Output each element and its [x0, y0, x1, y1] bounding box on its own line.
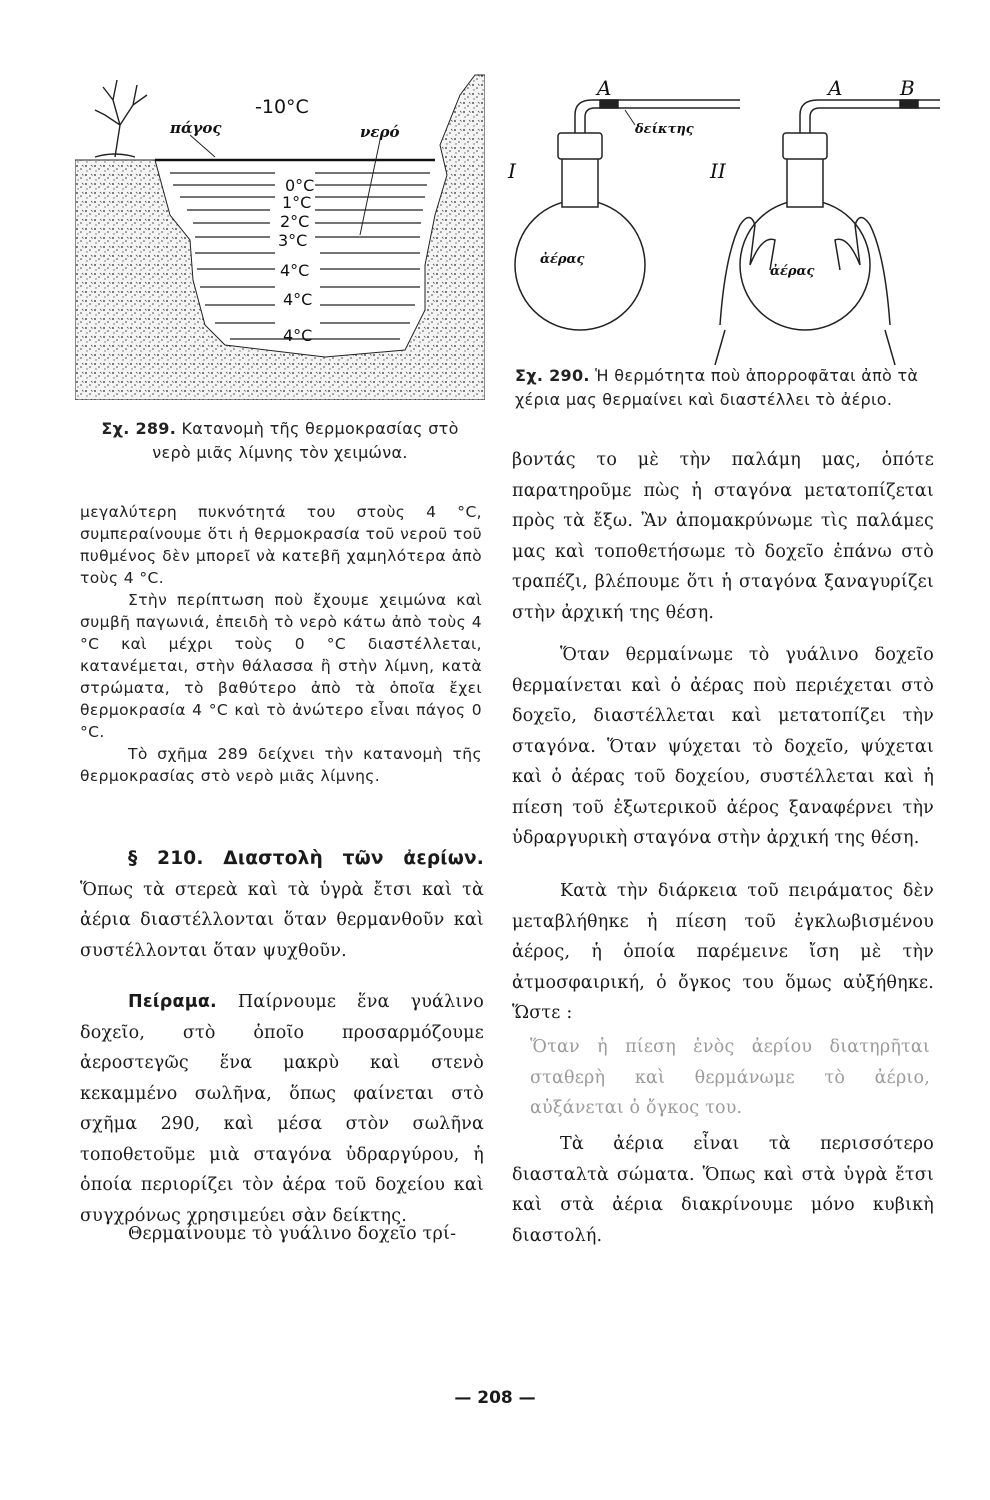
flask-1-stopper	[558, 133, 602, 159]
right-paragraph-1	[512, 445, 934, 628]
flask-2-tube	[800, 100, 940, 133]
roman-1-label: I	[508, 159, 516, 183]
page-number: — 208 —	[454, 1388, 536, 1408]
flask-2-stopper	[783, 133, 827, 159]
air-temp-label: -10°C	[255, 96, 309, 118]
temp-4c-label-2: 4°C	[283, 290, 313, 309]
gas-law-rule	[530, 1032, 930, 1124]
right-paragraph-3	[512, 876, 934, 1029]
point-a-label-2: A	[828, 76, 843, 100]
point-b-label: B	[900, 76, 915, 100]
right-text-1: βοντάς το μὲ τὴν παλάμη μας, ὁπότε παρατηροῦμε πὼς ἡ σταγόνα μετατοπίζεται πρὸς τὰ ἔξω. Ἂν ἀπομακρύνωμε τὶς παλάμες μας καὶ τοποθετήσωμε τὸ δοχεῖο ἐπάνω στὸ τραπέζι, βλέπουμε ὅτι ἡ σταγόνα ξαναγυρίζει στὴν ἀρχική της θέση.	[512, 450, 934, 623]
temp-0c-label: 0°C	[285, 176, 315, 195]
temp-2c-label: 2°C	[280, 212, 310, 231]
section-210-text: Ὅπως τὰ στερεὰ καὶ τὰ ὑγρὰ ἔτσι καὶ τὰ ἀέρια διαστέλλονται ὅταν θερμανθοῦν καὶ συστέλλονται ὅταν ψυχθοῦν.	[80, 879, 484, 961]
right-paragraph-2	[512, 640, 934, 854]
indicator-label: δείκτης	[635, 122, 694, 137]
figure-289-caption-text: Κατανομὴ τῆς θερμοκρασίας στὸ νερὸ μιᾶς λίμνης τὸν χειμώνα.	[152, 419, 459, 462]
ice-label: πάγος	[170, 119, 222, 137]
left-small-paragraph-1: μεγαλύτερη πυκνότητά του στοὺς 4 °C, συμπεραίνουμε ὅτι ἡ θερμοκρασία τοῦ νεροῦ τοῦ πυθμένος δὲν μπορεῖ νὰ κατεβῆ χαμηλότερα ἀπὸ τοὺς 4 °C.	[80, 503, 482, 587]
gas-law-rule-text: Ὅταν ἡ πίεση ἑνὸς ἀερίου διατηρῆται σταθερὴ καὶ θερμάνωμε τὸ ἀέριο, αὐξάνεται ὁ ὄγκος του.	[530, 1037, 930, 1118]
figure-290-number: Σχ. 290.	[515, 366, 590, 385]
figure-290-flask-diagram	[500, 75, 940, 365]
indicator-drop-1	[600, 100, 618, 108]
right-paragraph-4	[512, 1129, 934, 1251]
air-label-1: ἀέρας	[540, 252, 585, 267]
air-label-2: ἀέρας	[770, 264, 815, 279]
left-small-text	[80, 501, 482, 787]
experiment-paragraph-2	[80, 1219, 484, 1250]
flask-1-neck	[562, 155, 598, 207]
figure-290-caption	[515, 364, 945, 412]
right-text-2: Ὅταν θερμαίνωμε τὸ γυάλινο δοχεῖο θερμαίνεται καὶ ὁ ἀέρας ποὺ περιέχεται στὸ δοχεῖο, διαστέλλεται καὶ μετατοπίζει τὴν σταγόνα. Ὅταν ψύχεται τὸ δοχεῖο, ψύχεται καὶ ὁ ἀέρας τοῦ δοχείου, συστέλλεται καὶ ἡ πίεση τοῦ ἐξωτερικοῦ ἀέρος ξαναφέρνει τὴν ὑδραργυρικὴ σταγόνα στὴν ἀρχική της θέση.	[512, 645, 934, 848]
experiment-lead: Πείραμα.	[128, 992, 217, 1012]
right-text-4: Τὰ ἀέρια εἶναι τὰ περισσότερο διασταλτὰ σώματα. Ὅπως καὶ στὰ ὑγρὰ ἔτσι καὶ στὰ ἀέρια διακρίνουμε μόνο κυβικὴ διαστολή.	[512, 1134, 934, 1246]
experiment-text: Παίρνουμε ἕνα γυάλινο δοχεῖο, στὸ ὁποῖο προσαρμόζουμε ἀεροστεγῶς ἕνα μακρὺ καὶ στενὸ κεκαμμένο σωλῆνα, ὅπως φαίνεται στὸ σχῆμα 290, καὶ μέσα στὸν σωλῆνα τοποθετοῦμε μιὰ σταγόνα ὑδραργύρου, ἡ ὁποία περιορίζει τὸν ἀέρα τοῦ δοχείου καὶ συγχρόνως χρησιμεύει σὰν δείκτης.	[80, 992, 485, 1226]
figure-289-caption	[80, 417, 480, 465]
tree-drawing	[95, 80, 147, 157]
roman-2-label: II	[710, 159, 726, 183]
point-a-label-1: A	[597, 76, 612, 100]
indicator-drop-2	[900, 100, 918, 108]
experiment-text-2: Θερμαίνουμε τὸ γυάλινο δοχεῖο τρί-	[128, 1224, 457, 1244]
temp-3c-label: 3°C	[278, 231, 308, 250]
flask-2-neck	[787, 155, 823, 207]
left-small-paragraph-2: Στὴν περίπτωση ποὺ ἔχουμε χειμώνα καὶ συμβῆ παγωνιά, ἐπειδὴ τὸ νερὸ κάτω ἀπὸ τοὺς 4 °C καὶ μέχρι τοὺς 0 °C διαστέλλεται, κατανέμεται, στὴν θάλασσα ἢ στὴν λίμνη, κατὰ στρώματα, τὸ βαθύτερο ἀπὸ τὰ ὁποῖα ἔχει θερμοκρασία 4 °C καὶ τὸ ἀνώτερο εἶναι πάγος 0 °C.	[80, 591, 482, 741]
experiment-paragraph	[80, 987, 484, 1231]
left-small-paragraph-3: Τὸ σχῆμα 289 δείχνει τὴν κατανομὴ τῆς θερμοκρασίας στὸ νερὸ μιᾶς λίμνης.	[80, 745, 482, 785]
temp-4c-label-3: 4°C	[283, 326, 313, 345]
figure-289-number: Σχ. 289.	[101, 419, 177, 438]
figure-289-lake-diagram	[75, 65, 485, 400]
temp-1c-label: 1°C	[282, 193, 312, 212]
temp-4c-label-1: 4°C	[280, 261, 310, 280]
section-210-heading: § 210. Διαστολὴ τῶν ἀερίων.	[128, 848, 484, 869]
figure-290-caption-text: Ἡ θερμότητα ποὺ ἀπορροφᾶται ἀπὸ τὰ χέρια μας θερμαίνει καὶ διαστέλλει τὸ ἀέριο.	[515, 366, 919, 409]
right-text-3: Κατὰ τὴν διάρκεια τοῦ πειράματος δὲν μεταβλήθηκε ἡ πίεση τοῦ ἐγκλωβισμένου ἀέρος, ἡ ὁποία παρέμεινε ἴση μὲ τὴν ἀτμοσφαιρική, ὁ ὄγκος του ὅμως αὐξήθηκε. Ὥστε :	[512, 881, 934, 1023]
section-210	[80, 844, 484, 966]
water-label: νερό	[360, 123, 400, 141]
